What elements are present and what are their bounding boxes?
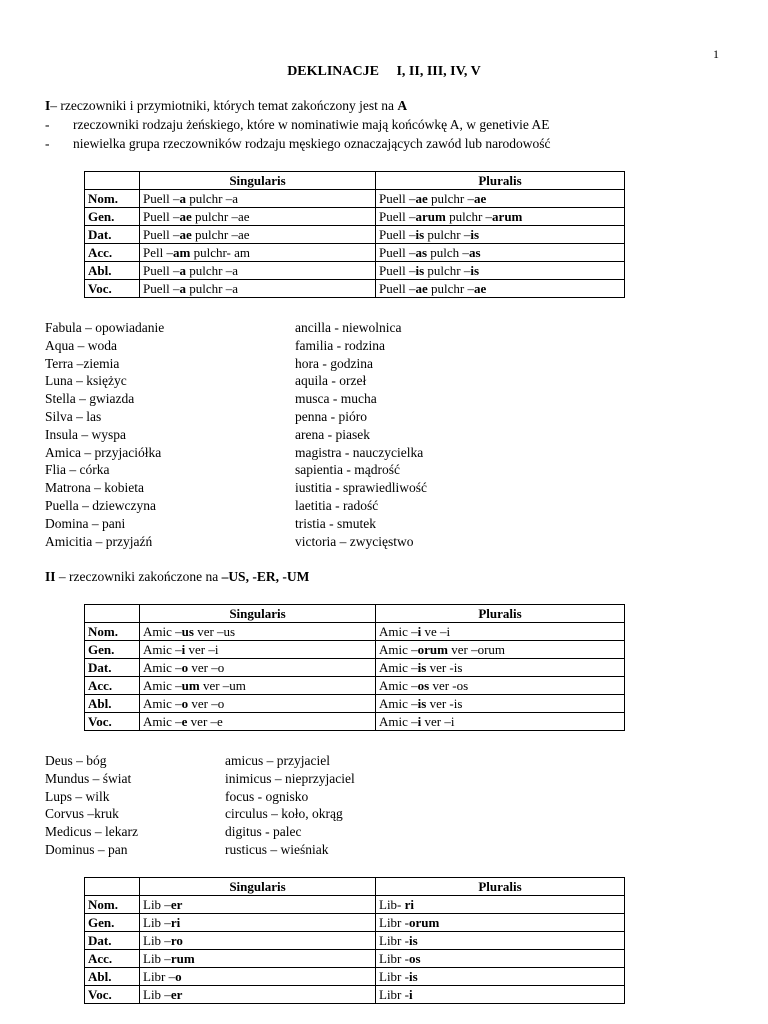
case-label: Nom. <box>85 896 140 914</box>
plural-cell <box>376 713 625 731</box>
singular-cell <box>140 262 376 280</box>
table-row <box>85 695 625 713</box>
plural-cell <box>376 190 625 208</box>
case-label: Voc. <box>85 986 140 1004</box>
decl1-vocab-right <box>295 319 427 550</box>
vocab-item: Dominus – pan <box>45 841 128 857</box>
ending-text: as <box>415 245 428 260</box>
vocab-item: Corvus –kruk <box>45 806 119 822</box>
case-label: Acc. <box>85 950 140 968</box>
stem-text: Puell – <box>143 227 180 242</box>
stem-text: Amic – <box>379 660 418 675</box>
case-label: Nom. <box>85 190 140 208</box>
bullet-dash: - <box>45 117 50 132</box>
stem-text: Amic – <box>143 642 182 657</box>
vocab-item: laetitia - radość <box>295 497 379 513</box>
ending-text: is <box>470 263 480 278</box>
table-row <box>85 244 625 262</box>
singular-cell <box>140 280 376 298</box>
table-row <box>85 968 625 986</box>
ending-text: is <box>415 227 425 242</box>
stem-text: ver –orum <box>447 642 506 657</box>
stem-text: Lib – <box>143 897 171 912</box>
vocab-item: Flia – córka <box>45 462 110 478</box>
vocab-item: aquila - orzeł <box>295 373 367 389</box>
vocab-item: Deus – bóg <box>45 753 107 768</box>
case-label: Dat. <box>85 659 140 677</box>
stem-text: Amic – <box>143 624 182 639</box>
table-row <box>85 641 625 659</box>
stem-text: pulchr – <box>445 209 493 224</box>
stem-text: Puell – <box>379 227 416 242</box>
ending-text: a <box>179 263 186 278</box>
table-row <box>85 932 625 950</box>
stem-text: Libr - <box>379 987 409 1002</box>
stem-text: ver -os <box>429 678 469 693</box>
vocab-item: digitus - palec <box>225 824 302 840</box>
table-row <box>85 713 625 731</box>
singular-cell <box>140 623 376 641</box>
plural-cell <box>376 641 625 659</box>
vocab-item: Mundus – świat <box>45 770 132 786</box>
ending-text: a <box>179 281 186 296</box>
ending-text: ae <box>179 227 192 242</box>
vocab-item: Medicus – lekarz <box>45 824 138 840</box>
table-row <box>85 262 625 280</box>
ending-text: i <box>417 624 422 639</box>
ending-text: i <box>181 642 186 657</box>
case-label: Nom. <box>85 623 140 641</box>
singular-cell <box>140 968 376 986</box>
ending-text: um <box>181 678 200 693</box>
decl2-heading-endings: –US, -ER, -UM <box>221 569 310 584</box>
table-header-row <box>85 605 625 623</box>
plural-cell <box>376 968 625 986</box>
vocab-item: focus - ognisko <box>225 788 309 804</box>
decl2-numeral: II <box>45 569 56 584</box>
vocab-item: penna - pióro <box>295 408 367 424</box>
header-pluralis: Pluralis <box>376 172 625 190</box>
stem-text: Puell – <box>379 281 416 296</box>
stem-text: Amic – <box>379 678 418 693</box>
vocab-item: inimicus – nieprzyjaciel <box>225 770 355 786</box>
ending-text: us <box>181 624 194 639</box>
case-label: Abl. <box>85 262 140 280</box>
singular-cell <box>140 986 376 1004</box>
stem-text: Amic – <box>143 696 182 711</box>
plural-cell <box>376 280 625 298</box>
stem-text: Puell – <box>379 245 416 260</box>
plural-cell <box>376 695 625 713</box>
stem-text: ver -is <box>426 696 463 711</box>
singular-cell <box>140 226 376 244</box>
stem-text: pulchr – <box>424 263 471 278</box>
table-row <box>85 914 625 932</box>
singular-cell <box>140 914 376 932</box>
vocab-item: sapientia - mądrość <box>295 462 400 478</box>
table-row <box>85 950 625 968</box>
singular-cell <box>140 950 376 968</box>
ending-text: arum <box>415 209 446 224</box>
case-label: Voc. <box>85 280 140 298</box>
decl2-vocab-left <box>45 752 138 859</box>
ending-text: er <box>170 897 183 912</box>
vocab-item: ancilla - niewolnica <box>295 320 402 335</box>
stem-text: Libr – <box>143 969 176 984</box>
vocab-item: rusticus – wieśniak <box>225 841 329 857</box>
plural-cell <box>376 932 625 950</box>
ending-text: i <box>408 987 413 1002</box>
decl1-bullet <box>45 136 551 152</box>
plural-cell <box>376 914 625 932</box>
case-label: Acc. <box>85 677 140 695</box>
title-numerals: I, II, III, IV, V <box>396 64 481 79</box>
header-pluralis: Pluralis <box>376 605 625 623</box>
case-label: Gen. <box>85 914 140 932</box>
stem-text: ver –um <box>199 678 246 693</box>
stem-text: Amic – <box>379 642 418 657</box>
stem-text: ver –e <box>187 714 223 729</box>
ending-text: is <box>408 969 418 984</box>
decl1-vocab-left <box>45 319 164 550</box>
decl1-heading <box>45 98 407 114</box>
stem-text: Lib – <box>143 987 171 1002</box>
ending-text: os <box>408 951 421 966</box>
stem-text: pulchr –ae <box>191 227 250 242</box>
plural-cell <box>376 244 625 262</box>
header-empty <box>85 605 140 623</box>
table-row <box>85 226 625 244</box>
decl1-table <box>84 171 625 298</box>
vocab-item: Domina – pani <box>45 515 126 531</box>
table-row <box>85 280 625 298</box>
stem-text: Puell – <box>379 209 416 224</box>
table-header-row <box>85 878 625 896</box>
table-row <box>85 659 625 677</box>
header-singularis: Singularis <box>140 605 376 623</box>
stem-text: pulch – <box>427 245 469 260</box>
stem-text: Libr - <box>379 915 409 930</box>
stem-text: ver –o <box>188 660 225 675</box>
stem-text: Lib – <box>143 933 171 948</box>
table-row <box>85 623 625 641</box>
ending-text: er <box>170 987 183 1002</box>
ending-text: is <box>417 660 427 675</box>
stem-text: Lib – <box>143 951 171 966</box>
plural-cell <box>376 262 625 280</box>
ending-text: orum <box>417 642 448 657</box>
header-singularis: Singularis <box>140 172 376 190</box>
vocab-item: familia - rodzina <box>295 337 385 353</box>
ending-text: ri <box>404 897 415 912</box>
vocab-item: musca - mucha <box>295 391 377 407</box>
stem-text: ver –o <box>188 696 225 711</box>
ending-text: ro <box>170 933 183 948</box>
stem-text: Amic – <box>379 714 418 729</box>
stem-text: pulchr – <box>424 227 471 242</box>
ending-text: o <box>175 969 182 984</box>
vocab-item: Luna – księżyc <box>45 373 127 389</box>
page-title <box>0 64 768 80</box>
stem-text: Libr - <box>379 969 409 984</box>
decl1-heading-text: – rzeczowniki i przymiotniki, których temat zakończony jest na <box>50 98 398 113</box>
singular-cell <box>140 695 376 713</box>
vocab-item: Fabula – opowiadanie <box>45 320 165 335</box>
table-header-row <box>85 172 625 190</box>
singular-cell <box>140 641 376 659</box>
vocab-item: Silva – las <box>45 408 102 424</box>
singular-cell <box>140 190 376 208</box>
plural-cell <box>376 623 625 641</box>
decl1-heading-letter: A <box>397 98 408 113</box>
vocab-item: Insula – wyspa <box>45 426 126 442</box>
ending-text: orum <box>408 915 440 930</box>
bullet-dash: - <box>45 136 50 151</box>
vocab-item: victoria – zwycięstwo <box>295 533 414 549</box>
ending-text: ae <box>415 281 428 296</box>
stem-text: pulchr –a <box>185 281 238 296</box>
plural-cell <box>376 677 625 695</box>
decl2-vocab-right <box>225 752 355 859</box>
case-label: Dat. <box>85 226 140 244</box>
vocab-item: Matrona – kobieta <box>45 480 144 496</box>
ending-text: ae <box>473 281 487 296</box>
case-label: Voc. <box>85 713 140 731</box>
stem-text: pulchr- am <box>190 245 250 260</box>
title-main: DEKLINACJE <box>287 64 379 79</box>
stem-text: ver –us <box>193 624 236 639</box>
case-label: Abl. <box>85 968 140 986</box>
vocab-item: Stella – gwiazda <box>45 391 135 407</box>
vocab-item: Amicitia – przyjaźń <box>45 533 153 549</box>
singular-cell <box>140 659 376 677</box>
vocab-item: Terra –ziemia <box>45 355 120 371</box>
header-pluralis: Pluralis <box>376 878 625 896</box>
stem-text: Puell – <box>379 191 416 206</box>
stem-text: Amic – <box>143 660 182 675</box>
singular-cell <box>140 208 376 226</box>
stem-text: pulchr –a <box>185 191 238 206</box>
singular-cell <box>140 677 376 695</box>
singular-cell <box>140 932 376 950</box>
plural-cell <box>376 896 625 914</box>
decl1-numeral: I <box>45 98 51 113</box>
stem-text: Puell – <box>379 263 416 278</box>
page-number: 1 <box>713 47 719 61</box>
decl1-bullet-text: niewielka grupa rzeczowników rodzaju męskiego oznaczających zawód lub narodowość <box>73 136 551 151</box>
stem-text: ver –i <box>185 642 219 657</box>
ending-text: a <box>179 191 186 206</box>
table-row <box>85 896 625 914</box>
case-label: Gen. <box>85 208 140 226</box>
stem-text: Amic – <box>379 624 418 639</box>
stem-text: Lib- <box>379 897 405 912</box>
ending-text: am <box>172 245 191 260</box>
singular-cell <box>140 244 376 262</box>
stem-text: Amic – <box>379 696 418 711</box>
vocab-item: iustitia - sprawiedliwość <box>295 480 427 496</box>
vocab-item: arena - piasek <box>295 426 370 442</box>
vocab-item: circulus – koło, okrąg <box>225 806 343 822</box>
ending-text: ae <box>415 191 428 206</box>
vocab-item: hora - godzina <box>295 355 373 371</box>
plural-cell <box>376 986 625 1004</box>
table-row <box>85 190 625 208</box>
stem-text: Lib – <box>143 915 171 930</box>
case-label: Dat. <box>85 932 140 950</box>
decl1-bullet-text: rzeczowniki rodzaju żeńskiego, które w nominatiwie mają końcówkę A, w genetivie AE <box>73 117 550 132</box>
stem-text: pulchr –ae <box>191 209 250 224</box>
stem-text: Pell – <box>143 245 173 260</box>
plural-cell <box>376 659 625 677</box>
ending-text: is <box>408 933 418 948</box>
table-row <box>85 677 625 695</box>
case-label: Gen. <box>85 641 140 659</box>
ending-text: o <box>181 696 189 711</box>
vocab-item: amicus – przyjaciel <box>225 753 330 768</box>
stem-text: Libr - <box>379 951 409 966</box>
decl2-table-amicus <box>84 604 625 731</box>
vocab-item: Aqua – woda <box>45 337 117 353</box>
stem-text: pulchr – <box>427 191 474 206</box>
singular-cell <box>140 896 376 914</box>
header-singularis: Singularis <box>140 878 376 896</box>
decl2-heading <box>45 569 309 585</box>
stem-text: pulchr – <box>427 281 474 296</box>
singular-cell <box>140 713 376 731</box>
vocab-item: tristia - smutek <box>295 515 376 531</box>
case-label: Abl. <box>85 695 140 713</box>
ending-text: ri <box>170 915 181 930</box>
ending-text: arum <box>492 209 523 224</box>
ending-text: is <box>470 227 480 242</box>
header-empty <box>85 878 140 896</box>
stem-text: ve –i <box>421 624 451 639</box>
plural-cell <box>376 950 625 968</box>
stem-text: Amic – <box>143 714 182 729</box>
header-empty <box>85 172 140 190</box>
plural-cell <box>376 208 625 226</box>
ending-text: rum <box>170 951 195 966</box>
decl2-heading-text: – rzeczowniki zakończone na <box>55 569 222 584</box>
stem-text: Libr - <box>379 933 409 948</box>
table-row <box>85 208 625 226</box>
stem-text: Puell – <box>143 263 180 278</box>
ending-text: ae <box>179 209 192 224</box>
ending-text: is <box>417 696 427 711</box>
ending-text: is <box>415 263 425 278</box>
vocab-item: magistra - nauczycielka <box>295 444 424 460</box>
ending-text: ae <box>473 191 487 206</box>
stem-text: pulchr –a <box>185 263 238 278</box>
ending-text: as <box>468 245 481 260</box>
vocab-item: Puella – dziewczyna <box>45 497 156 513</box>
ending-text: e <box>181 714 188 729</box>
stem-text: ver –i <box>421 714 455 729</box>
table-row <box>85 986 625 1004</box>
vocab-item: Amica – przyjaciółka <box>45 444 162 460</box>
case-label: Acc. <box>85 244 140 262</box>
stem-text: Puell – <box>143 191 180 206</box>
ending-text: os <box>417 678 430 693</box>
stem-text: Puell – <box>143 281 180 296</box>
decl1-bullet <box>45 117 549 133</box>
ending-text: i <box>417 714 422 729</box>
ending-text: o <box>181 660 189 675</box>
decl2-table-liber <box>84 877 625 1004</box>
stem-text: ver -is <box>426 660 463 675</box>
plural-cell <box>376 226 625 244</box>
stem-text: Amic – <box>143 678 182 693</box>
stem-text: Puell – <box>143 209 180 224</box>
vocab-item: Lups – wilk <box>45 788 110 804</box>
